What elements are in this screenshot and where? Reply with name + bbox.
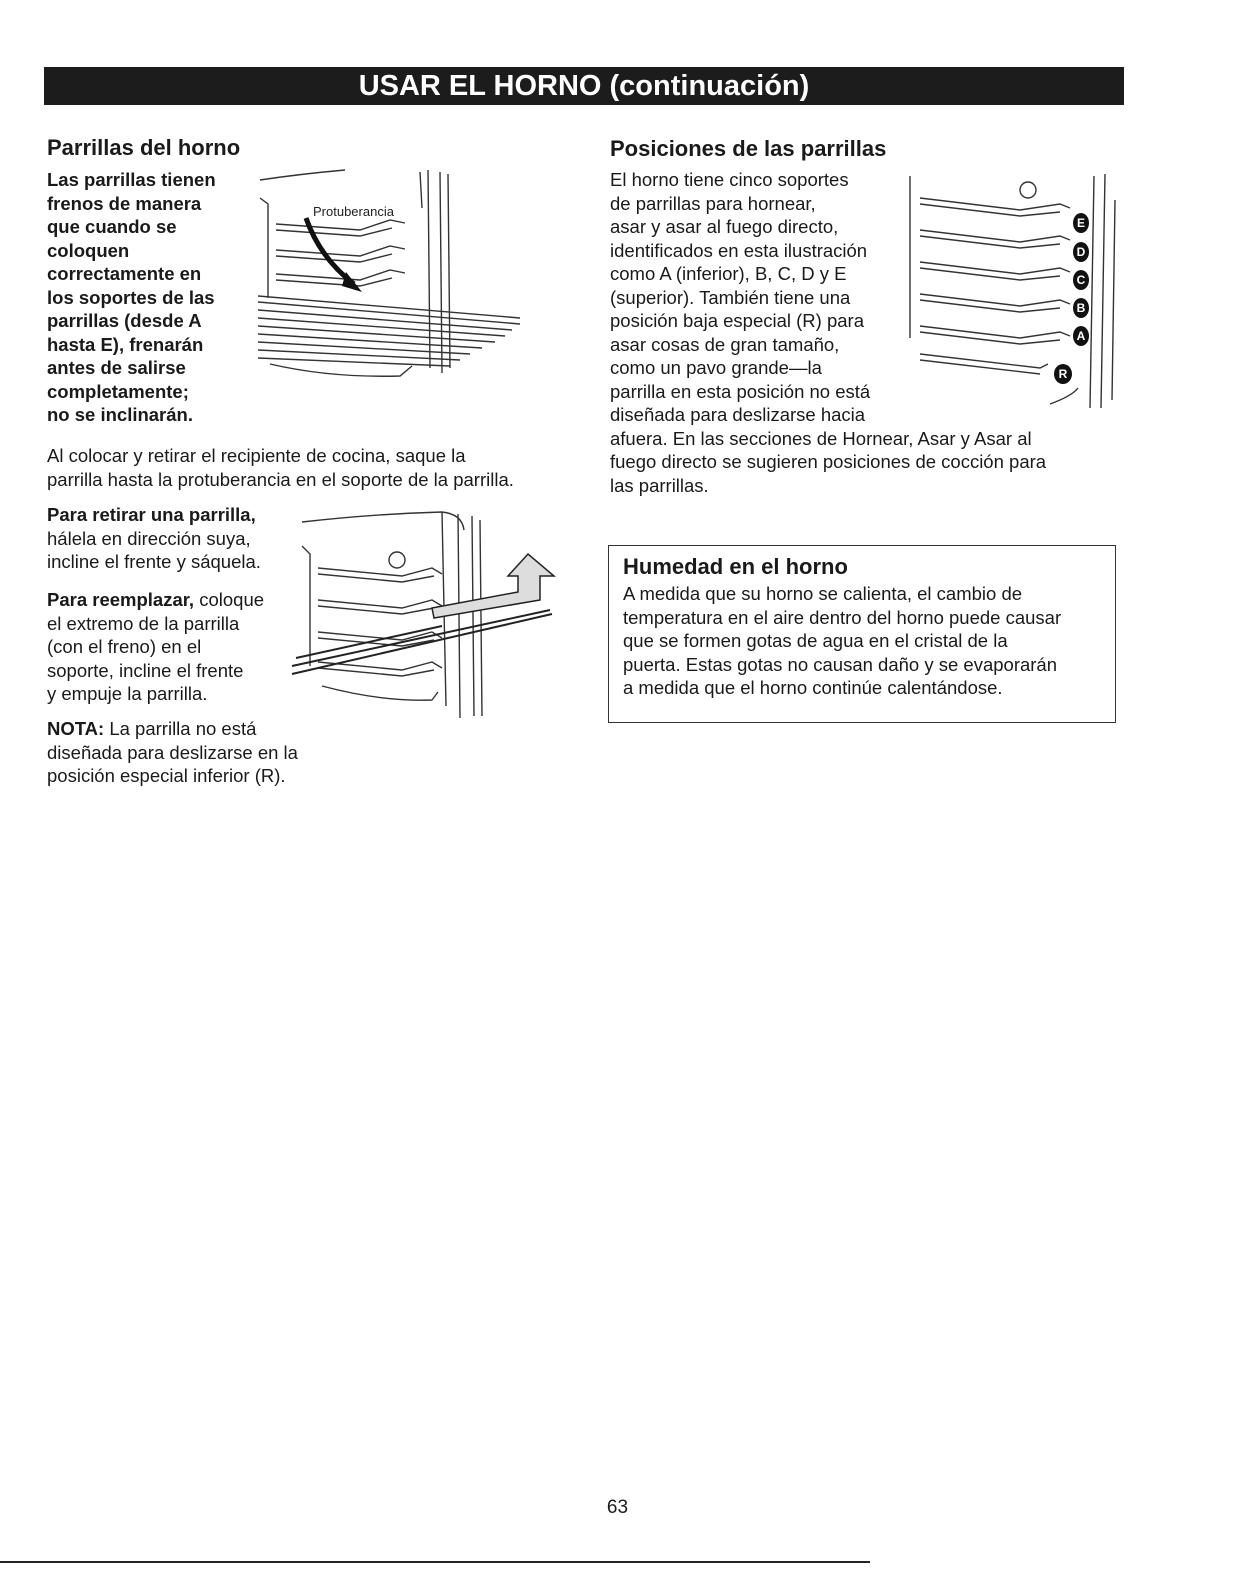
position-badge-d: D xyxy=(1076,245,1086,259)
note-text: NOTA: La parrilla no está diseñada para deslizarse en la posición especial inferior (R). xyxy=(47,718,298,786)
rack-removal-illustration xyxy=(282,506,562,724)
position-badge-a: A xyxy=(1076,329,1086,343)
bottom-rule xyxy=(0,1561,870,1563)
position-badge-r: R xyxy=(1058,367,1068,381)
positions-section-title: Posiciones de las parrillas xyxy=(610,136,887,161)
position-badge-e: E xyxy=(1076,216,1086,230)
rack-positions-illustration xyxy=(900,168,1125,418)
section-banner: USAR EL HORNO (continuación) xyxy=(44,67,1124,105)
position-badge-c: C xyxy=(1076,273,1086,287)
rack-stop-illustration xyxy=(250,168,540,388)
positions-text: El horno tiene cinco soportes de parrillas para hornear, asar y asar al fuego directo, identificados en esta ilustración como A (inferior), B, C, D y E (superior). También tiene una posición baja especial (R) para asar cosas de gran tamaño, como un pavo grande—la parrilla en esta posición no está diseñada para deslizarse hacia afuera. En las secciones de Hornear, Asar y Asar al fuego directo se sugieren posiciones de cocción para las parrillas. xyxy=(610,169,1047,496)
replace-instructions: Para reemplazar, coloque el extremo de la parrilla (con el freno) en el soporte, incline el frente y empuje la parrilla. xyxy=(47,589,265,704)
humidity-box xyxy=(608,545,1116,723)
humidity-title: Humedad en el horno xyxy=(623,554,848,579)
remove-instructions: Para retirar una parrilla, hálela en dirección suya, incline el frente y sáquela. xyxy=(47,504,261,572)
humidity-text: A medida que su horno se calienta, el cambio de temperatura en el aire dentro del horno puede causar que se formen gotas de agua en el cristal de la puerta. Estas gotas no causan daño y se evaporarán a medida que el horno continúe calentándose. xyxy=(623,583,1062,698)
page-number: 63 xyxy=(606,1497,629,1518)
rack-section-title: Parrillas del horno xyxy=(47,135,241,160)
position-badge-b: B xyxy=(1076,301,1086,315)
protuberance-label: Protuberancia xyxy=(313,204,394,219)
rack-paragraph: Al colocar y retirar el recipiente de cocina, saque la parrilla hasta la protuberancia en el soporte de la parrilla. xyxy=(47,445,514,490)
rack-intro-text: Las parrillas tienen frenos de manera que cuando se coloquen correctamente en los soportes de las parrillas (desde A hasta E), frenarán antes de salirse completamente; no se inclinarán. xyxy=(47,169,216,425)
